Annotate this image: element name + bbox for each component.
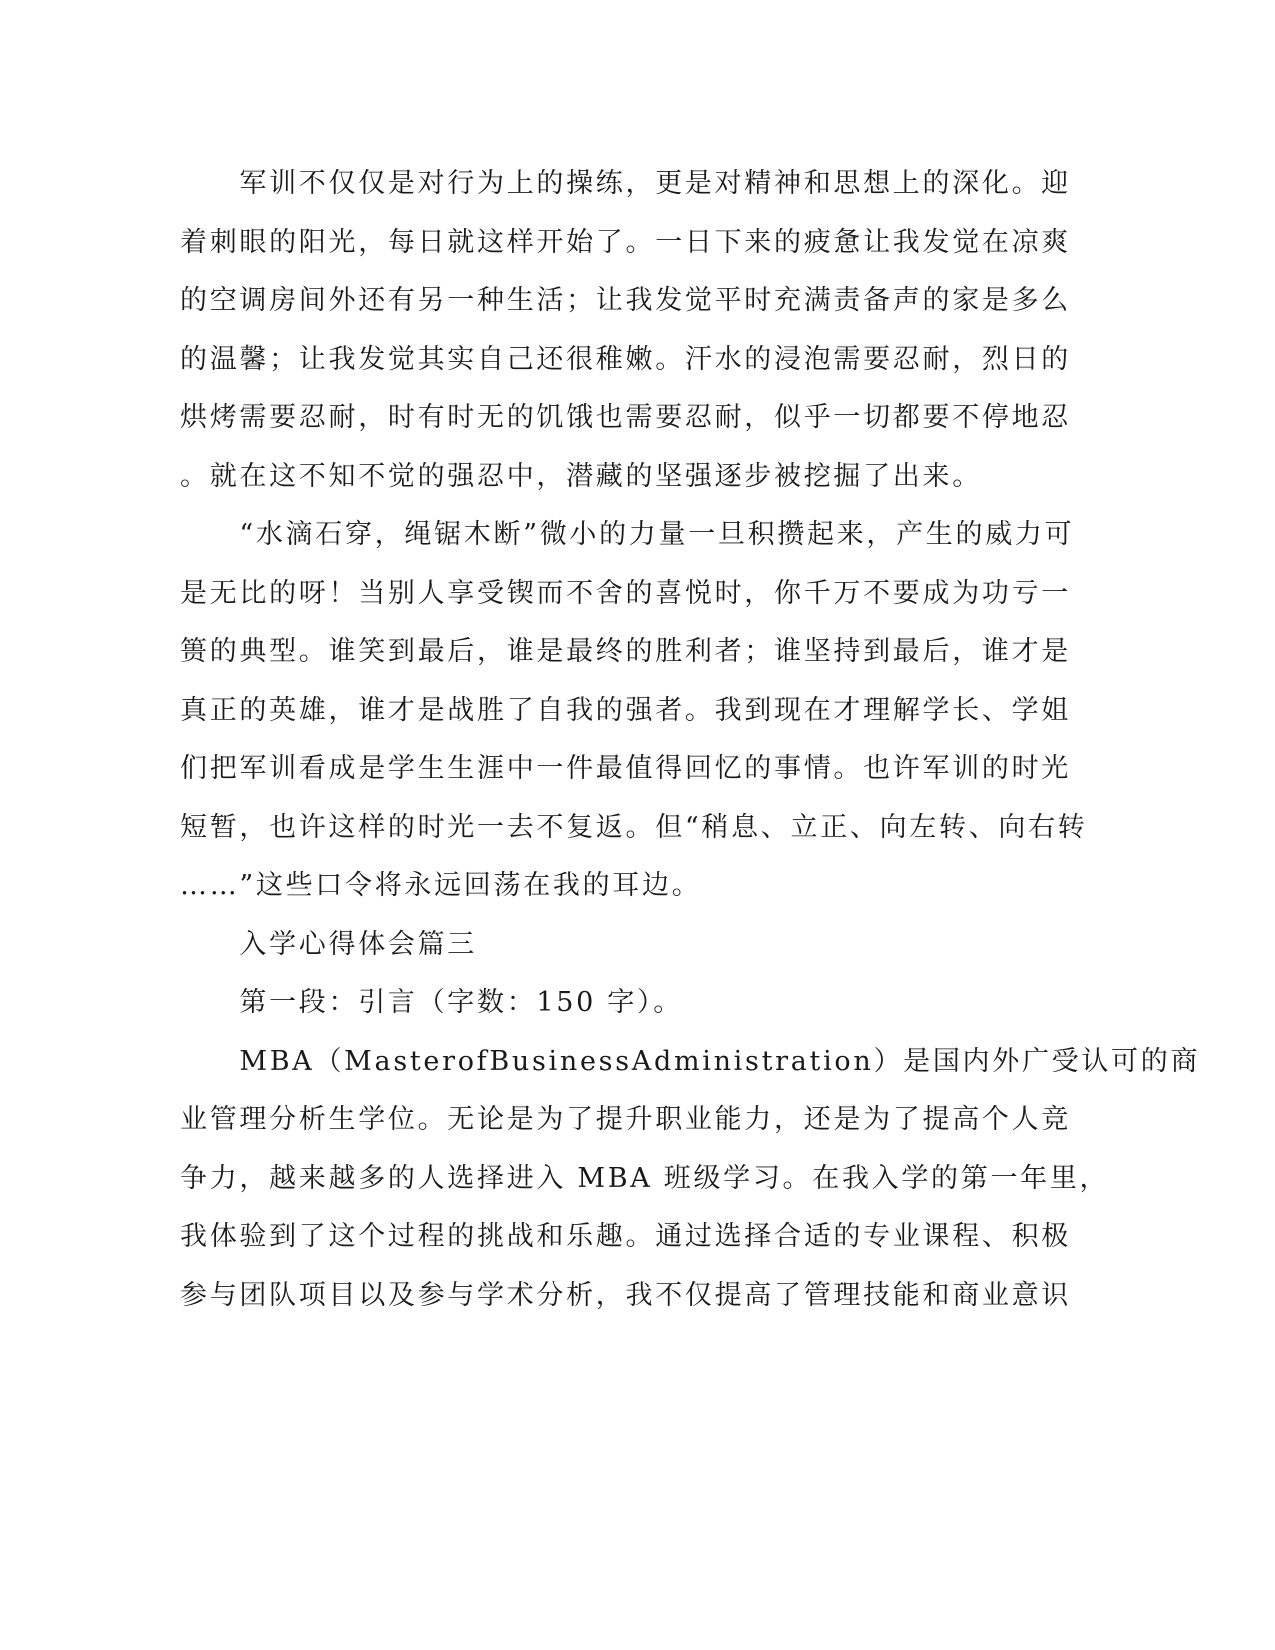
text-line: 我体验到了这个过程的挑战和乐趣。通过选择合适的专业课程、积极: [180, 1221, 1071, 1252]
text-line: ……”这些口令将永远回荡在我的耳边。: [180, 870, 702, 901]
text-line: 真正的英雄，谁才是战胜了自我的强者。我到现在才理解学长、学姐: [180, 694, 1071, 726]
text-line: 是无比的呀！当别人享受锲而不舍的喜悦时，你千万不要成为功亏一: [180, 577, 1071, 609]
text-line: 争力，越来越多的人选择进入 MBA 班级学习。在我入学的第一年里，: [180, 1162, 1110, 1194]
subsection-heading-text: 第一段：引言（字数：150 字）。: [180, 987, 683, 1018]
text-line: 。就在这不知不觉的强忍中，潜藏的坚强逐步被挖掘了出来。: [180, 460, 982, 492]
text-line: 军训不仅仅是对行为上的操练，更是对精神和思想上的深化。迎: [180, 168, 1071, 199]
text-line: 烘烤需要忍耐，时有时无的饥饿也需要忍耐，似乎一切都要不停地忍: [180, 402, 1071, 433]
text-line: 的空调房间外还有另一种生活；让我发觉平时充满责备声的家是多么: [180, 285, 1071, 316]
paragraph-military-training: [180, 155, 1071, 506]
text-line: 们把军训看成是学生生涯中一件最值得回忆的事情。也许军训的时光: [180, 753, 1071, 784]
section-heading-text: 入学心得体会篇三: [180, 928, 477, 960]
text-line: 着刺眼的阳光，每日就这样开始了。一日下来的疲惫让我发觉在凉爽: [180, 226, 1071, 258]
text-line: 篑的典型。谁笑到最后，谁是最终的胜利者；谁坚持到最后，谁才是: [180, 636, 1071, 667]
text-line: “水滴石穿，绳锯木断”微小的力量一旦积攒起来，产生的威力可: [180, 519, 1075, 550]
paragraph-perseverance: [180, 506, 1088, 916]
document-page: [180, 155, 1201, 1325]
text-line: 的温馨；让我发觉其实自己还很稚嫩。汗水的浸泡需要忍耐，烈日的: [180, 343, 1071, 375]
text-line: 参与团队项目以及参与学术分析，我不仅提高了管理技能和商业意识: [180, 1279, 1071, 1311]
text-line: MBA（MasterofBusinessAdministration）是国内外广受认可的商: [180, 1045, 1201, 1077]
section-heading: [180, 916, 1030, 975]
subsection-heading: [180, 974, 1030, 1033]
text-line: 业管理分析生学位。无论是为了提升职业能力，还是为了提高个人竞: [180, 1104, 1071, 1135]
text-line: 短暂，也许这样的时光一去不复返。但“稍息、立正、向左转、向右转: [180, 811, 1088, 843]
paragraph-mba-introduction: [180, 1033, 1201, 1326]
